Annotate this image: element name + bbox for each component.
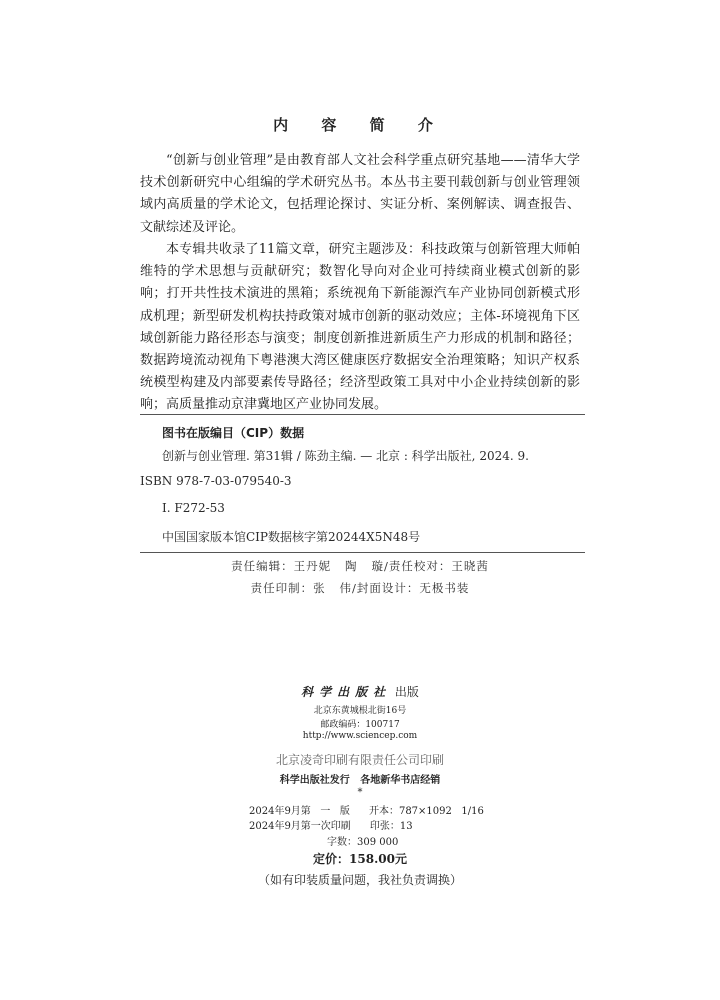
cip-bottom-rule	[140, 552, 585, 553]
cip-heading: 图书在版编目（CIP）数据	[162, 426, 305, 440]
cip-title-line: 创新与创业管理. 第31辑 / 陈劲主编. — 北京 : 科学出版社, 2024. 9.	[162, 449, 529, 463]
cip-record-number: 中国国家版本馆CIP数据核字第20244X5N48号	[162, 530, 421, 544]
printer-name: 北京凌奇印刷有限责任公司印刷	[275, 753, 444, 767]
cip-classification: Ⅰ. F272-53	[162, 501, 225, 515]
publisher-postcode: 邮政编码：100717	[320, 720, 400, 730]
publisher-website: http://www.sciencep.com	[302, 731, 418, 741]
quality-notice: （如有印装质量问题，我社负责调换）	[257, 873, 462, 887]
publisher-logo: 科学出版社	[301, 685, 392, 699]
publisher-line	[0, 683, 720, 700]
cip-top-rule	[140, 414, 585, 415]
publisher-address: 北京东黄城根北街16号	[313, 706, 407, 716]
responsible-editors: 责任编辑：王丹妮 陶 璇/责任校对：王晓茜	[231, 559, 489, 573]
responsible-printing-cover: 责任印制：张 伟/封面设计：无极书装	[250, 581, 470, 595]
edition-print-line: 2024年9月第一次印刷 印张：13	[249, 821, 413, 832]
intro-paragraph-volume: 本专辑共收录了11篇文章，研究主题涉及：科技政策与创新管理大师帕维特的学术思想与贡献研究；数智化导向对企业可持续商业模式创新的影响；打开共性技术演进的黑箱；系统视角下新能源汽车产业协同创新模式形成机理；新型研发机构扶持政策对城市创新的驱动效应；主体-环境视角下区域创新能力路径形态与演变；制度创新推进新质生产力形成的机制和路径；数据跨境流动视角下粤港澳大湾区健康医疗数据安全治理策略；知识产权系统模型构建及内部要素传导路径；经济型政策工具对中小企业持续创新的影响；高质量推动京津冀地区产业协同发展。	[140, 242, 580, 413]
separator-star: *	[357, 787, 363, 798]
edition-first-line: 2024年9月第 一 版 开本：787×1092 1/16	[249, 806, 484, 817]
intro-paragraph-series: “创新与创业管理”是由教育部人文社会科学重点研究基地——清华大学技术创新研究中心组编的学术研究丛书。本丛书主要刊载创新与创业管理领域内高质量的学术论文，包括理论探讨、实证分析、案例解读、调查报告、文献综述及评论。	[140, 153, 580, 235]
page-title: 内 容 简 介	[273, 116, 447, 134]
distribution-info: 科学出版社发行 各地新华书店经销	[279, 775, 441, 786]
publisher-suffix: 出版	[394, 685, 419, 699]
word-count: 字数：309 000	[327, 837, 399, 848]
cip-isbn: ISBN 978-7-03-079540-3	[140, 474, 292, 488]
price: 定价：158.00元	[313, 852, 407, 866]
